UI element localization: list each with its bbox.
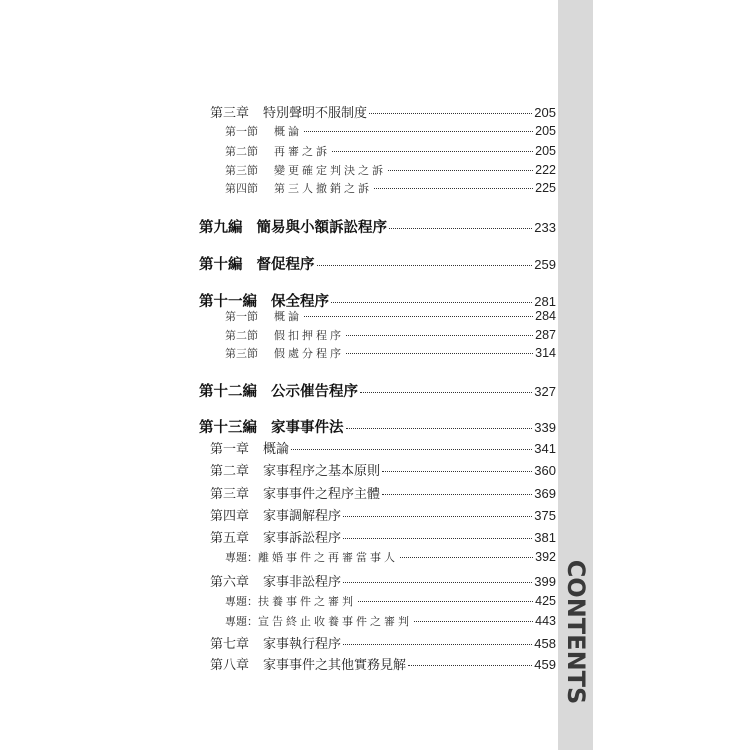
toc-entry-text: 假扣押程序: [274, 329, 344, 342]
dot-leader: [343, 644, 532, 645]
toc-entry-text: 督促程序: [256, 256, 315, 273]
dot-leader: [414, 621, 533, 622]
dot-leader: [346, 428, 533, 429]
dot-leader: [346, 353, 533, 354]
toc-entry-text: 家事非訟程序: [263, 575, 342, 590]
toc-entry: [210, 460, 556, 479]
toc-entry-text: 概論: [274, 310, 302, 323]
toc-entry-text: 家事訴訟程序: [263, 531, 342, 546]
toc-entry-page: 205: [535, 124, 556, 138]
toc-entry-title: [210, 527, 341, 546]
dot-leader: [304, 316, 533, 317]
toc-entry-title: [210, 633, 341, 652]
toc-entry-text: 保全程序: [271, 293, 329, 310]
toc-entry-page: 399: [534, 574, 556, 589]
toc-entry: [225, 162, 556, 178]
toc-entry-number: 第十三編: [199, 419, 257, 436]
toc-entry-title: [225, 345, 344, 361]
toc-entry-number: 第二節: [225, 329, 258, 342]
toc-entry-page: 360: [534, 463, 556, 478]
toc-entry-title: [225, 549, 398, 565]
toc-entry: [225, 123, 556, 139]
toc-entry-title: [225, 327, 344, 343]
dot-leader: [389, 228, 532, 229]
toc-entry: [225, 327, 556, 343]
toc-entry-page: 205: [534, 105, 556, 120]
toc-entry-number: 第九編: [199, 219, 243, 236]
toc-entry-title: [199, 216, 387, 237]
toc-entry-number: 第二章: [210, 464, 250, 479]
dot-leader: [369, 113, 532, 114]
toc-entry-number: 第十二編: [199, 383, 257, 400]
toc-entry-title: [210, 102, 367, 121]
dot-leader: [382, 471, 532, 472]
toc-entry: [210, 654, 556, 673]
toc-entry-title: [199, 416, 344, 437]
toc-entry-text: 變更確定判決之訴: [274, 164, 386, 177]
dot-leader: [291, 449, 532, 450]
toc-entry: [210, 571, 556, 590]
toc-entry-text: 家事調解程序: [263, 509, 342, 524]
dot-leader: [408, 665, 532, 666]
toc-entry: [225, 613, 556, 629]
toc-entry-text: 概論: [274, 125, 302, 138]
toc-entry-title: [225, 613, 412, 629]
toc-entry-text: 特別聲明不服制度: [263, 106, 368, 121]
toc-entry-number: 專題：: [225, 595, 258, 608]
dot-leader: [382, 494, 532, 495]
toc-entry-number: 第三章: [210, 487, 250, 502]
toc-entry: [210, 483, 556, 502]
toc-entry-page: 459: [534, 657, 556, 672]
toc-entry-text: 扶養事件之審判: [258, 595, 356, 608]
toc-entry-title: [210, 483, 380, 502]
toc-entry-page: 381: [534, 530, 556, 545]
dot-leader: [332, 151, 533, 152]
dot-leader: [317, 265, 533, 266]
toc-entry-page: 327: [534, 384, 556, 399]
dot-leader: [358, 601, 533, 602]
toc-entry-page: 281: [534, 294, 556, 309]
toc-entry-title: [225, 123, 302, 139]
toc-entry: [225, 143, 556, 159]
toc-entry-title: [225, 593, 356, 609]
contents-label: CONTENTS: [562, 559, 590, 705]
dot-leader: [360, 392, 532, 393]
toc-entry-title: [225, 162, 386, 178]
toc-entry-text: 家事程序之基本原則: [263, 464, 381, 479]
toc-entry-number: 第五章: [210, 531, 250, 546]
toc-entry: [225, 180, 556, 196]
toc-entry-title: [225, 180, 372, 196]
toc-entry-page: 339: [534, 420, 556, 435]
toc-entry: [225, 345, 556, 361]
toc-entry-number: 專題：: [225, 551, 258, 564]
toc-entry-text: 簡易與小額訴訟程序: [256, 219, 387, 236]
toc-entry-number: 第十編: [199, 256, 243, 273]
toc-entry-title: [210, 438, 289, 457]
toc-entry-number: 第八章: [210, 658, 250, 673]
dot-leader: [346, 335, 533, 336]
toc-entry-page: 314: [535, 346, 556, 360]
toc-entry: [199, 416, 556, 437]
toc-entry-title: [225, 308, 302, 324]
toc-entry-text: 家事執行程序: [263, 637, 342, 652]
dot-leader: [388, 170, 533, 171]
dot-leader: [304, 131, 533, 132]
toc-entry-number: 第十一編: [199, 293, 257, 310]
dot-leader: [343, 582, 532, 583]
toc-entry-title: [199, 253, 315, 274]
toc-entry-title: [210, 654, 406, 673]
toc-entry-number: 第七章: [210, 637, 250, 652]
toc-entry: [199, 253, 556, 274]
toc-entry: [225, 549, 556, 565]
toc-entry-text: 第三人撤銷之訴: [274, 182, 372, 195]
toc-entry-text: 再審之訴: [274, 145, 330, 158]
dot-leader: [400, 557, 533, 558]
toc-entry-number: 第四節: [225, 182, 258, 195]
toc-entry-number: 專題：: [225, 615, 258, 628]
toc-entry-text: 宣告終止收養事件之審判: [258, 615, 412, 628]
toc-entry-page: 443: [535, 614, 556, 628]
toc-entry-text: 離婚事件之再審當事人: [258, 551, 398, 564]
toc-entry-text: 公示催告程序: [271, 383, 358, 400]
toc-entry-number: 第二節: [225, 145, 258, 158]
toc-entry-page: 375: [534, 508, 556, 523]
toc-entry-text: 概論: [263, 442, 290, 457]
toc-entry-page: 284: [535, 309, 556, 323]
toc-entry-page: 259: [534, 257, 556, 272]
toc-entry-text: 假處分程序: [274, 347, 344, 360]
toc-entry-title: [210, 460, 380, 479]
toc-entry-text: 家事事件之其他實務見解: [263, 658, 407, 673]
toc-entry-page: 458: [534, 636, 556, 651]
toc-entry-title: [199, 380, 358, 401]
toc-entry: [210, 633, 556, 652]
toc-entry: [225, 308, 556, 324]
toc-entry-number: 第一章: [210, 442, 250, 457]
toc-entry: [225, 593, 556, 609]
dot-leader: [343, 516, 532, 517]
toc-entry-page: 225: [535, 181, 556, 195]
toc-entry-text: 家事事件法: [271, 419, 344, 436]
toc-entry-number: 第四章: [210, 509, 250, 524]
toc-entry-page: 369: [534, 486, 556, 501]
toc-entry-number: 第三節: [225, 164, 258, 177]
toc-entry: [199, 380, 556, 401]
toc-entry: [210, 438, 556, 457]
dot-leader: [343, 538, 532, 539]
toc-entry-number: 第六章: [210, 575, 250, 590]
toc-entry-number: 第一節: [225, 310, 258, 323]
toc-entry-page: 287: [535, 328, 556, 342]
toc-entry-page: 205: [535, 144, 556, 158]
dot-leader: [331, 302, 532, 303]
toc-entry-number: 第三節: [225, 347, 258, 360]
toc-entry-text: 家事事件之程序主體: [263, 487, 381, 502]
toc-entry: [210, 527, 556, 546]
toc-entry-page: 425: [535, 594, 556, 608]
toc-entry-number: 第三章: [210, 106, 250, 121]
toc-entry: [210, 505, 556, 524]
toc-entry: [199, 216, 556, 237]
toc-entry-page: 341: [534, 441, 556, 456]
toc-entry-number: 第一節: [225, 125, 258, 138]
toc-entry-page: 233: [534, 220, 556, 235]
dot-leader: [374, 188, 533, 189]
toc-entry-title: [225, 143, 330, 159]
toc-entry-page: 392: [535, 550, 556, 564]
toc-entry-page: 222: [535, 163, 556, 177]
toc-entry: [210, 102, 556, 121]
toc-entry-title: [210, 505, 341, 524]
toc-entry-title: [210, 571, 341, 590]
